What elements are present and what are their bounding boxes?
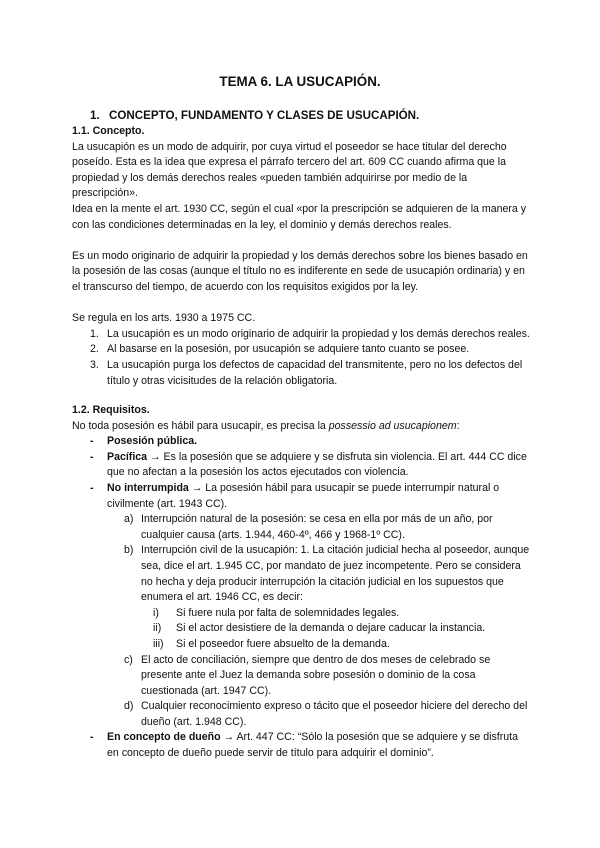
paragraph: La usucapión es un modo de adquirir, por cuya virtud el poseedor se hace titular del derecho poseído. Esta es la idea que expresa el párrafo tercero del art. 609 CC cuando afirma que la propiedad y los demás derechos reales «pueden también adquirirse por medio de la prescripción». [72, 140, 507, 200]
roman-item [141, 637, 530, 653]
roman-item-text: Si fuere nula por falta de solemnidades legales. [176, 606, 400, 619]
requirement-text: → Es la posesión que se adquiere y se disfruta sin violencia. El art. 444 CC dice que no afectan a la posesión los actos ejecutados con violencia. [107, 450, 527, 479]
numbered-list [72, 327, 530, 389]
sub-list-item [124, 653, 530, 700]
dash-marker: - [90, 450, 94, 463]
concepto-section [72, 124, 530, 389]
sub-item-text: El acto de conciliación, siempre que dentro de dos meses de celebrado se presente ante el Juez la demanda sobre posesión o dominio de la cosa cuestionada (art. 1947 CC). [141, 653, 491, 697]
roman-item-text: Si el poseedor fuere absuelto de la demanda. [176, 637, 390, 650]
section-heading [90, 108, 419, 124]
requisitos-section [72, 403, 530, 762]
list-item [72, 450, 530, 481]
sub-list-item [124, 512, 530, 543]
subsection-heading-concepto: 1.1. Concepto. [72, 125, 145, 137]
roman-marker: i) [153, 606, 159, 619]
sub-item-text: Interrupción civil de la usucapión: 1. La citación judicial hecha al poseedor, aunque sea, dice el art. 1.945 CC, por mandato de juez incompetente. Pero se considera no hecha y deja producir interrupción la citación judicial en los supuestos que enumera el art. 1946 CC, es decir: [141, 544, 530, 604]
sub-marker: c) [124, 653, 133, 666]
roman-item-text: Si el actor desistiere de la demanda o dejare caducar la instancia. [176, 622, 486, 635]
subsection-heading-requisitos: 1.2. Requisitos. [72, 404, 150, 416]
list-item-text: Al basarse en la posesión, por usucapión se adquiere tanto cuanto se posee. [107, 343, 470, 356]
paragraph: Idea en la mente el art. 1930 CC, según el cual «por la prescripción se adquieren de la manera y con las condiciones determinadas en la ley, el dominio y demás derechos reales. [72, 202, 527, 231]
sub-list [124, 512, 530, 730]
list-item [72, 730, 530, 761]
requirements-list [72, 434, 530, 761]
list-marker: 1. [90, 327, 99, 340]
requirement-name: Pacífica [107, 450, 148, 463]
roman-item [141, 621, 530, 637]
dash-marker: - [90, 435, 94, 448]
requirement-text: → Art. 447 CC: “Sólo la posesión que se adquiere y se disfruta en concepto de dueño puede servir de título para adquirir el dominio”. [107, 731, 518, 760]
roman-marker: ii) [153, 622, 162, 635]
sub-item-text: Interrupción natural de la posesión: se cesa en ella por más de un año, por cualquier causa (arts. 1.944, 460-4º, 466 y 1968-1º CC). [141, 513, 493, 541]
roman-item [141, 606, 530, 622]
dash-marker: - [90, 481, 94, 494]
section-heading-text: CONCEPTO, FUNDAMENTO Y CLASES DE USUCAPIÓN. [109, 109, 420, 122]
sub-item-text: Cualquier reconocimiento expreso o tácito que el poseedor hiciere del derecho del dueño (art. 1.948 CC). [141, 700, 528, 728]
list-item-text: La usucapión es un modo originario de adquirir la propiedad y los demás derechos reales. [107, 327, 530, 340]
list-marker: 2. [90, 343, 99, 356]
paragraph [72, 419, 530, 435]
requirement-text: → La posesión hábil para usucapir se puede interrumpir natural o civilmente (art. 1943 CC). [107, 481, 500, 510]
list-item [72, 481, 530, 731]
roman-marker: iii) [153, 637, 164, 650]
requirement-name: En concepto de dueño [107, 731, 221, 744]
document-title: TEMA 6. LA USUCAPIÓN. [219, 74, 381, 89]
sub-marker: d) [124, 700, 134, 713]
list-marker: 3. [90, 358, 99, 371]
paragraph: Es un modo originario de adquirir la propiedad y los demás derechos sobre los bienes basado en la posesión de las cosas (aunque el título no es indiferente en sede de usucapión ordinaria) y en el transcurso del tiempo, de acuerdo con los requisitos exigidos por la ley. [72, 249, 528, 293]
section-number: 1. [90, 109, 100, 122]
requirement-name: Posesión pública. [107, 435, 198, 448]
list-item [72, 434, 530, 450]
sub-marker: a) [124, 513, 134, 526]
sub-list-item [124, 699, 530, 730]
roman-list [141, 606, 530, 653]
requirement-name: No interrumpida [107, 481, 189, 494]
paragraph: Se regula en los arts. 1930 a 1975 CC. [72, 312, 256, 325]
sub-marker: b) [124, 544, 134, 557]
list-item [72, 358, 530, 389]
list-item [72, 342, 530, 358]
list-item-text: La usucapión purga los defectos de capacidad del transmitente, pero no los defectos del título y otras vicisitudes de la relación obligatoria. [107, 358, 523, 387]
list-item [72, 327, 530, 343]
intro-end: : [456, 419, 460, 432]
latin-term: possessio ad usucapionem [328, 419, 457, 432]
intro-text: No toda posesión es hábil para usucapir, es precisa la [72, 419, 329, 432]
sub-list-item [124, 543, 530, 652]
dash-marker: - [90, 731, 94, 744]
